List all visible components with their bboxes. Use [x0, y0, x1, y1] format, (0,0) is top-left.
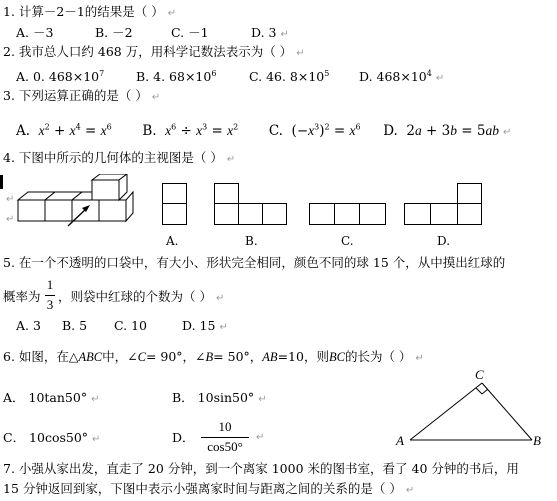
q3-option-a: A. $x^2 + x^4 = x^6$ [16, 122, 112, 139]
q2-options: A. 0. $468\times 10^7$ B. 4. $68\times 10^6$ C. 46. $8\times 10^5$ D. $468\times 10^4$ ↵ [16, 66, 444, 87]
q5-fraction-numerator: 1 [46, 277, 54, 292]
q4-option-d-top [457, 183, 482, 204]
q4-option-c-cell [309, 203, 335, 225]
q6-option-c: C． 10cos50° ↵ [3, 430, 101, 445]
q4-option-c-cell [334, 203, 360, 225]
q5-options: A. 3 B. 5 C. 10 D. 15 ↵ [16, 318, 228, 333]
q5-option-d: D. 15 [182, 318, 216, 333]
q1-option-b: B. －2 [95, 25, 133, 40]
q5-fraction-denominator: 3 [46, 297, 54, 312]
vertex-b-label: B [533, 433, 541, 448]
q4-option-a-bottom [162, 203, 187, 225]
q3-option-c: C. $(-x^3)^2 = x^6$ [268, 122, 361, 139]
para-mark: ↵ [6, 194, 15, 205]
q4-option-b-label: B. [245, 234, 258, 248]
q5-option-b: B. 5 [62, 318, 88, 333]
vertex-c-label: C [475, 367, 484, 382]
q6-stem: 6. 如图，在△ABC中，∠C= 90°，∠B= 50°，AB=10，则BC的长为（ ） ↵ [3, 349, 424, 364]
q2-option-c: C. 46. $8\times 10^5$ [249, 69, 330, 85]
q5-fraction-bar [45, 295, 55, 296]
q4-option-b-top [214, 183, 239, 204]
vertex-a-label: A [396, 433, 404, 448]
q4-option-a-label: A. [166, 234, 179, 248]
q4-option-d-cell [457, 203, 482, 225]
q4-option-a-top [162, 183, 187, 204]
q4-option-c-label: C. [341, 234, 354, 248]
q4-option-c-cell [359, 203, 386, 225]
q3-option-d: D. 2a + 3b = 5ab [383, 122, 499, 139]
triangle-diagram [392, 364, 557, 450]
q1-option-c: C. －1 [171, 25, 209, 40]
q1-options: A. －3 B. －2 C. －1 D. 3 ↵ [16, 25, 289, 40]
q5-stem: 5. 在一个不透明的口袋中，有大小、形状完全相同，颜色不同的球 15 个，从中摸出红球的 [3, 255, 506, 270]
q5-prob-suffix: ，则袋中红球的个数为（ ） ↵ [58, 289, 225, 304]
q4-option-d-cell [404, 203, 431, 225]
q3-option-b: B. $x^6 \div x^3 = x^2$ [142, 122, 239, 139]
q4-option-b-cell [262, 203, 287, 225]
q6-option-d-label: D． [172, 430, 195, 445]
q2-option-d: D. $468\times 10^4$ [359, 69, 432, 85]
q5-option-c: C. 10 [114, 318, 147, 333]
q6-option-b: B． 10sin50° ↵ [172, 390, 267, 405]
q6-option-a: A． 10tan50° ↵ [3, 390, 100, 405]
q4-option-d-cell [430, 203, 458, 225]
solid-figure [12, 174, 137, 234]
q7-line1: 7. 小强从家出发，直走了 20 分钟，到一个离家 1000 米的图书室，看了 40 分钟的书后，用 [3, 461, 519, 476]
q6-option-d-fraction-bar [201, 437, 249, 438]
q4-stem: 4. 下图中所示的几何体的主视图是（ ） ↵ [3, 150, 236, 165]
q2-stem: 2. 我市总人口约 468 万，用科学记数法表示为（ ） ↵ [3, 44, 305, 59]
q5-option-a: A. 3 [16, 318, 41, 333]
q2-option-b: B. 4. $68\times 10^6$ [136, 69, 217, 85]
left-margin-marker [0, 175, 3, 189]
q3-options: A. $x^2 + x^4 = x^6$ B. $x^6 \div x^3 = x^2$ C. $(-x^3)^2 = x^6$ D. 2a + 3b = 5ab ↵ [16, 122, 512, 139]
para-mark: ↵ [256, 432, 265, 443]
q1-stem: 1. 计算－2－1的结果是（ ） ↵ [3, 4, 177, 19]
q4-option-d-label: D. [437, 234, 451, 248]
q1-option-a: A. －3 [16, 25, 54, 40]
q7-line2: 15 分钟返回到家，下图中表示小强离家时间与距离之间的关系的是（ ） ↵ [3, 481, 415, 496]
q5-prob-prefix: 概率为 [3, 289, 41, 304]
q2-option-a: A. 0. $468\times 10^7$ [16, 69, 105, 85]
para-mark: ↵ [6, 214, 15, 225]
q3-stem: 3. 下列运算正确的是（ ） ↵ [3, 88, 161, 103]
q4-option-b-cell [214, 203, 239, 225]
q6-option-d-denominator: cos50° [207, 439, 243, 454]
q6-option-d-numerator: 10 [218, 419, 232, 434]
q4-option-b-cell [238, 203, 263, 225]
q1-option-d: D. 3 [251, 25, 277, 40]
